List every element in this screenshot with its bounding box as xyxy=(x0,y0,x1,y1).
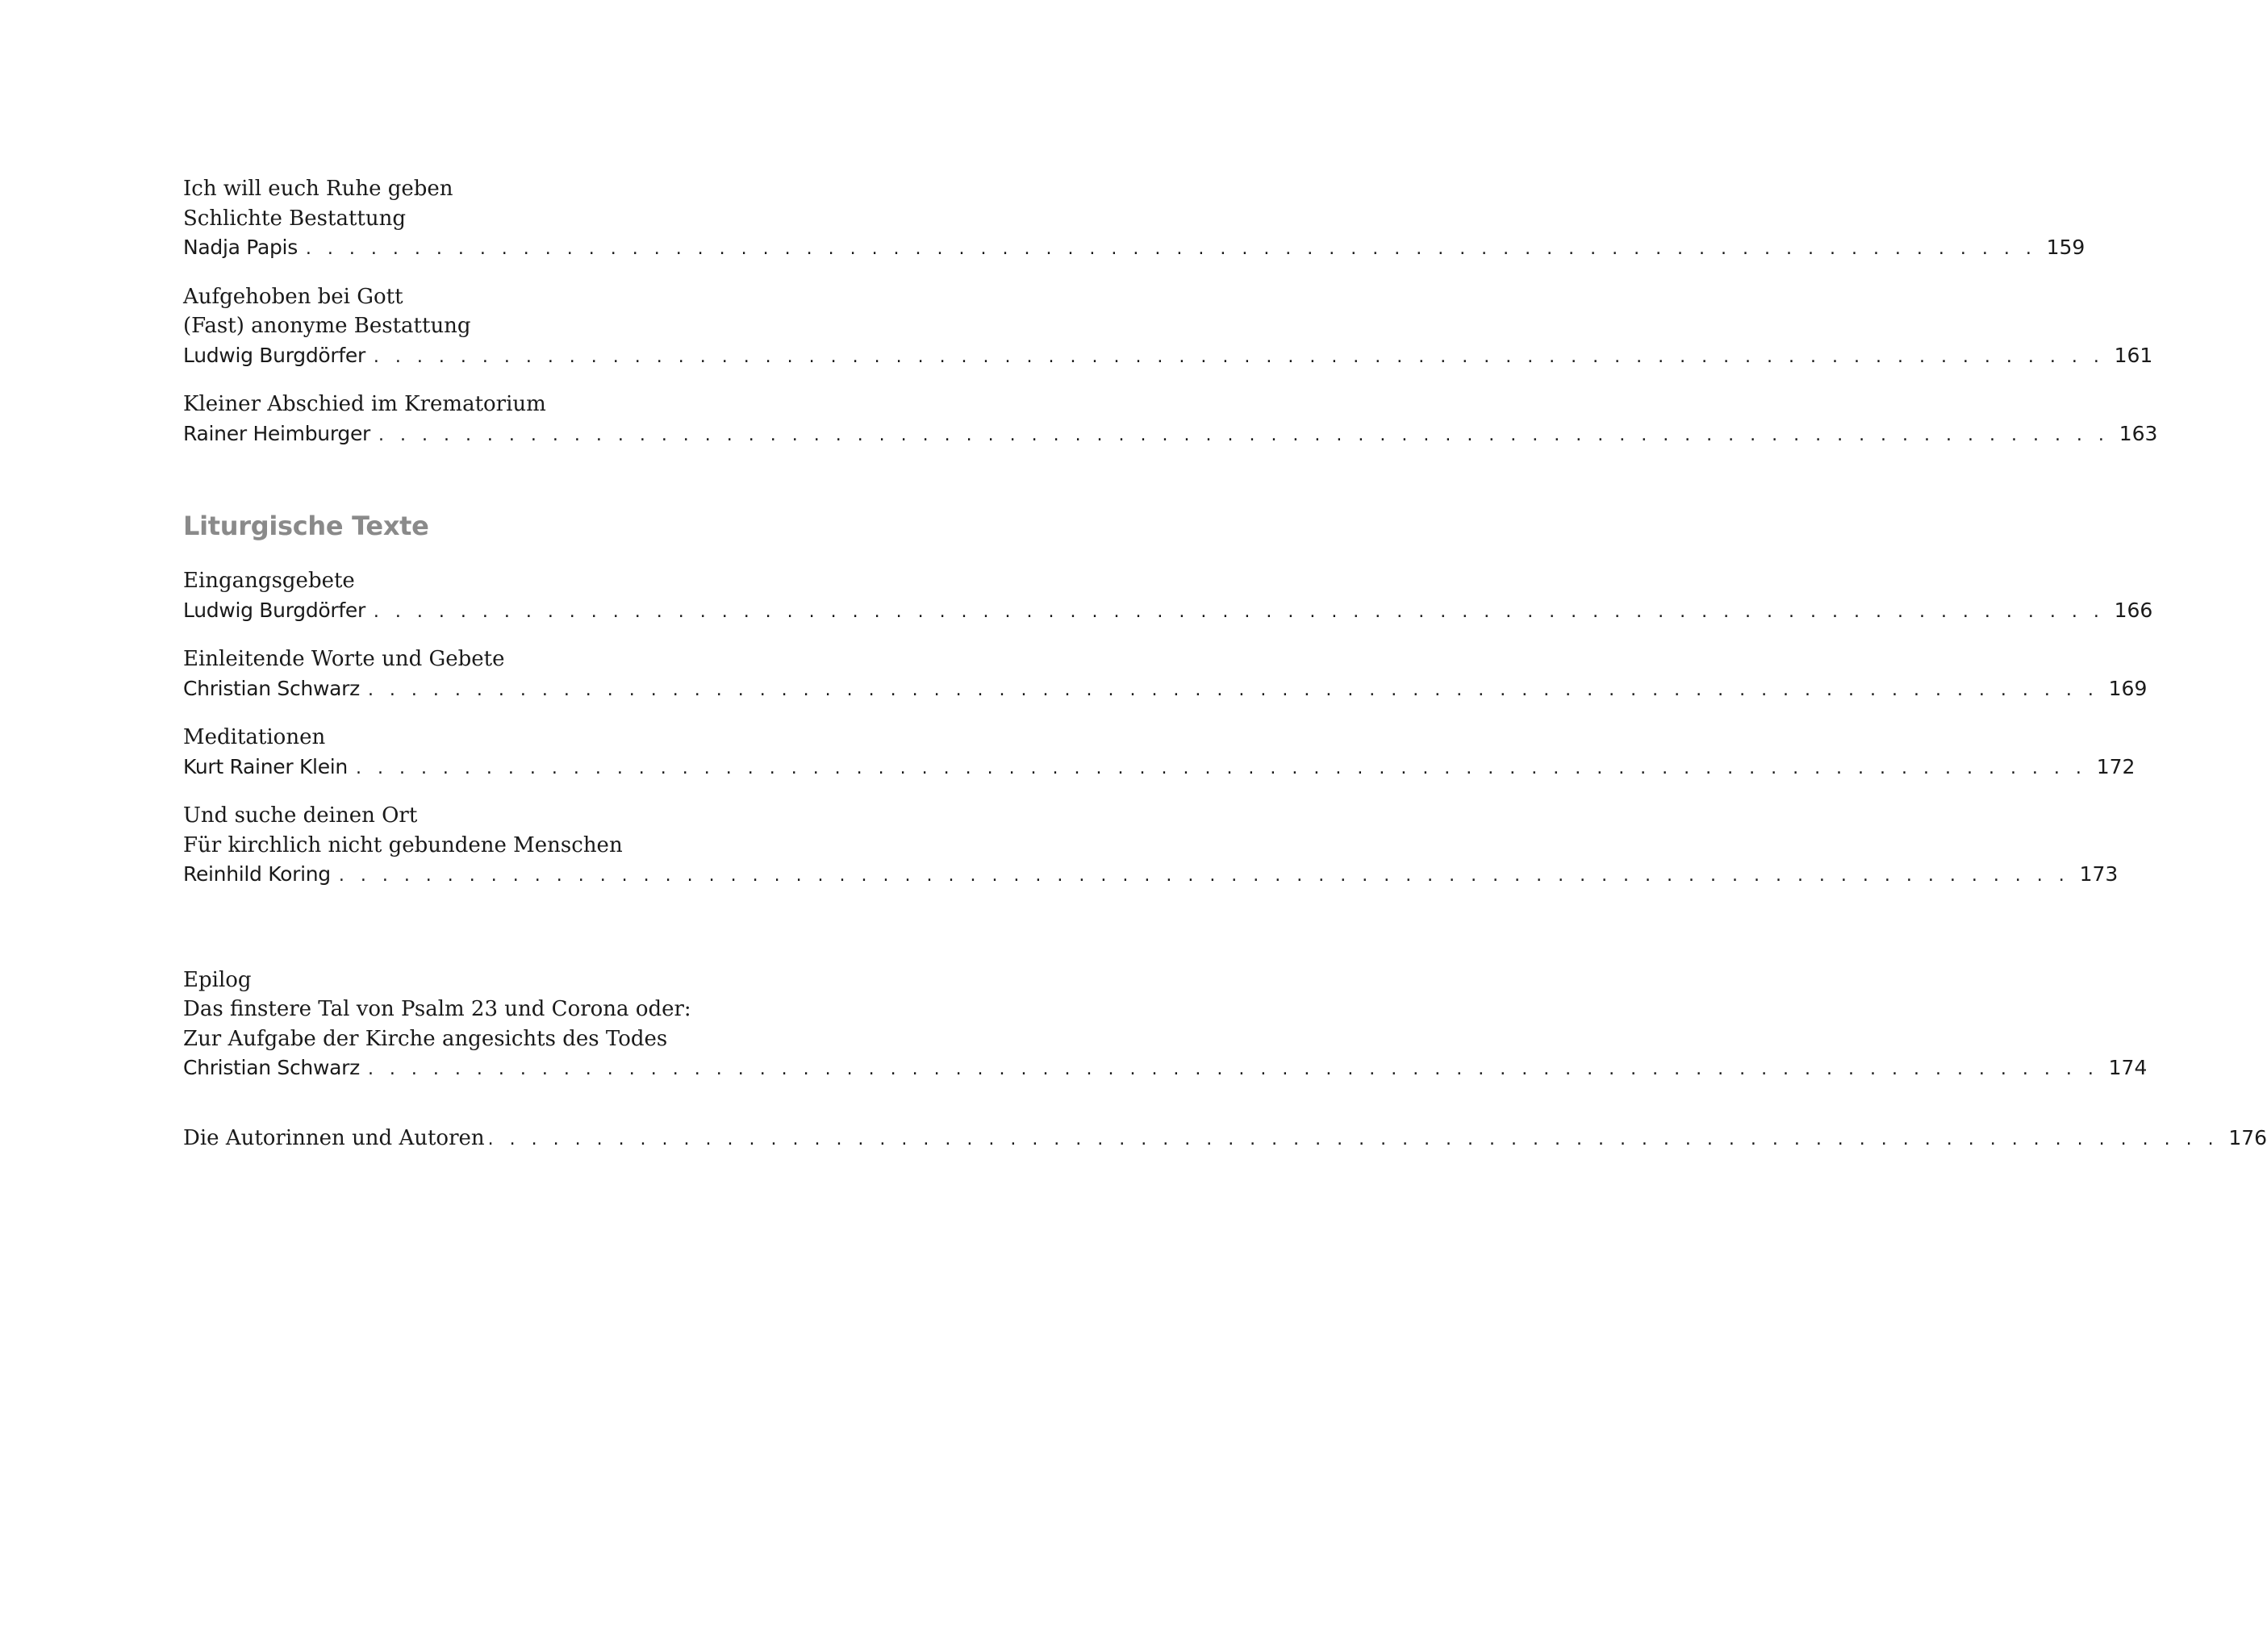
dot-leader: . . . . . . . . . . . . . . . . . . . . . . . . . . . . . . . . . . . . . . . . . . . . . . . . . . . . . . . . . . . . . . . . . . . . . . . . . . . . . . . . xyxy=(367,1059,2099,1079)
page-number: 159 xyxy=(2046,236,2085,259)
entry-author-row xyxy=(183,753,2135,782)
dot-leader: . . . . . . . . . . . . . . . . . . . . . . . . . . . . . . . . . . . . . . . . . . . . . . . . . . . . . . . . . . . . . . . . . . . . . . . . . . . . . . . . xyxy=(487,1128,2219,1149)
section-heading: Liturgische Texte xyxy=(183,511,429,541)
dot-leader: . . . . . . . . . . . . . . . . . . . . . . . . . . . . . . . . . . . . . . . . . . . . . . . . . . . . . . . . . . . . . . . . . . . . . . . . . . . . . . . . xyxy=(355,757,2087,778)
dot-leader: . . . . . . . . . . . . . . . . . . . . . . . . . . . . . . . . . . . . . . . . . . . . . . . . . . . . . . . . . . . . . . . . . . . . . . . . . . . . . . . . xyxy=(305,239,2037,259)
page-number: 166 xyxy=(2114,598,2153,622)
toc-entry[interactable] xyxy=(183,801,2119,890)
page-number: 163 xyxy=(2119,421,2158,445)
entry-author-row xyxy=(183,1124,2267,1153)
entry-author: Nadja Papis xyxy=(183,236,298,259)
toc-entry[interactable] xyxy=(183,390,2158,448)
entry-author-row xyxy=(183,233,2085,263)
dot-leader: . . . . . . . . . . . . . . . . . . . . . . . . . . . . . . . . . . . . . . . . . . . . . . . . . . . . . . . . . . . . . . . . . . . . . . . . . . . . . . . . xyxy=(338,866,2070,886)
toc-entry[interactable] xyxy=(183,645,2148,703)
entry-subtitle: (Fast) anonyme Bestattung xyxy=(183,314,471,338)
entry-author: Ludwig Burgdörfer xyxy=(183,598,365,622)
toc-entry[interactable] xyxy=(183,174,2085,263)
toc-entry-epilog[interactable] xyxy=(183,966,2148,1083)
entry-author: Christian Schwarz xyxy=(183,676,360,700)
toc-entry-authors[interactable] xyxy=(183,1124,2267,1153)
page-number: 176 xyxy=(2228,1125,2267,1149)
entry-subtitle: Für kirchlich nicht gebundene Menschen xyxy=(183,832,623,857)
page-number: 169 xyxy=(2108,676,2148,700)
entry-author: Ludwig Burgdörfer xyxy=(183,343,365,367)
entry-author: Christian Schwarz xyxy=(183,1056,360,1079)
toc-entry[interactable] xyxy=(183,723,2135,782)
toc-entry[interactable] xyxy=(183,282,2153,371)
page-number: 172 xyxy=(2096,754,2135,778)
page-number: 174 xyxy=(2108,1056,2148,1079)
page-number: 161 xyxy=(2114,343,2153,367)
table-of-contents xyxy=(183,174,2267,1172)
entry-subtitle: Das finstere Tal von Psalm 23 und Corona oder: xyxy=(183,997,691,1021)
entry-title: Epilog xyxy=(183,967,252,992)
entry-author-row xyxy=(183,419,2158,449)
dot-leader: . . . . . . . . . . . . . . . . . . . . . . . . . . . . . . . . . . . . . . . . . . . . . . . . . . . . . . . . . . . . . . . . . . . . . . . . . . . . . . . . xyxy=(373,346,2105,367)
entry-title: Die Autorinnen und Autoren xyxy=(183,1125,485,1150)
entry-subtitle: Zur Aufgabe der Kirche angesichts des Todes xyxy=(183,1026,668,1051)
entry-subtitle: Schlichte Bestattung xyxy=(183,206,406,231)
entry-title: Meditationen xyxy=(183,725,326,749)
entry-title: Ich will euch Ruhe geben xyxy=(183,177,453,201)
entry-author: Rainer Heimburger xyxy=(183,421,370,445)
entry-author-row xyxy=(183,674,2148,704)
entry-author: Kurt Rainer Klein xyxy=(183,754,348,778)
spacer xyxy=(183,1103,913,1124)
entry-author-row xyxy=(183,860,2119,890)
entry-title: Und suche deinen Ort xyxy=(183,803,418,828)
page-number: 173 xyxy=(2079,862,2119,886)
entry-author-row xyxy=(183,1053,2148,1083)
dot-leader: . . . . . . . . . . . . . . . . . . . . . . . . . . . . . . . . . . . . . . . . . . . . . . . . . . . . . . . . . . . . . . . . . . . . . . . . . . . . . . . . xyxy=(367,679,2099,700)
entry-author: Reinhild Koring xyxy=(183,862,331,886)
entry-title: Aufgehoben bei Gott xyxy=(183,284,403,309)
toc-entry[interactable] xyxy=(183,566,2153,625)
entry-title: Kleiner Abschied im Krematorium xyxy=(183,392,546,416)
dot-leader: . . . . . . . . . . . . . . . . . . . . . . . . . . . . . . . . . . . . . . . . . . . . . . . . . . . . . . . . . . . . . . . . . . . . . . . . . . . . . . . . xyxy=(373,601,2105,622)
spacer xyxy=(183,909,913,966)
entry-title: Eingangsgebete xyxy=(183,569,355,593)
entry-title: Einleitende Worte und Gebete xyxy=(183,647,505,671)
dot-leader: . . . . . . . . . . . . . . . . . . . . . . . . . . . . . . . . . . . . . . . . . . . . . . . . . . . . . . . . . . . . . . . . . . . . . . . . . . . . . . . . xyxy=(378,424,2110,445)
entry-author-row xyxy=(183,596,2153,626)
entry-author-row xyxy=(183,341,2153,371)
